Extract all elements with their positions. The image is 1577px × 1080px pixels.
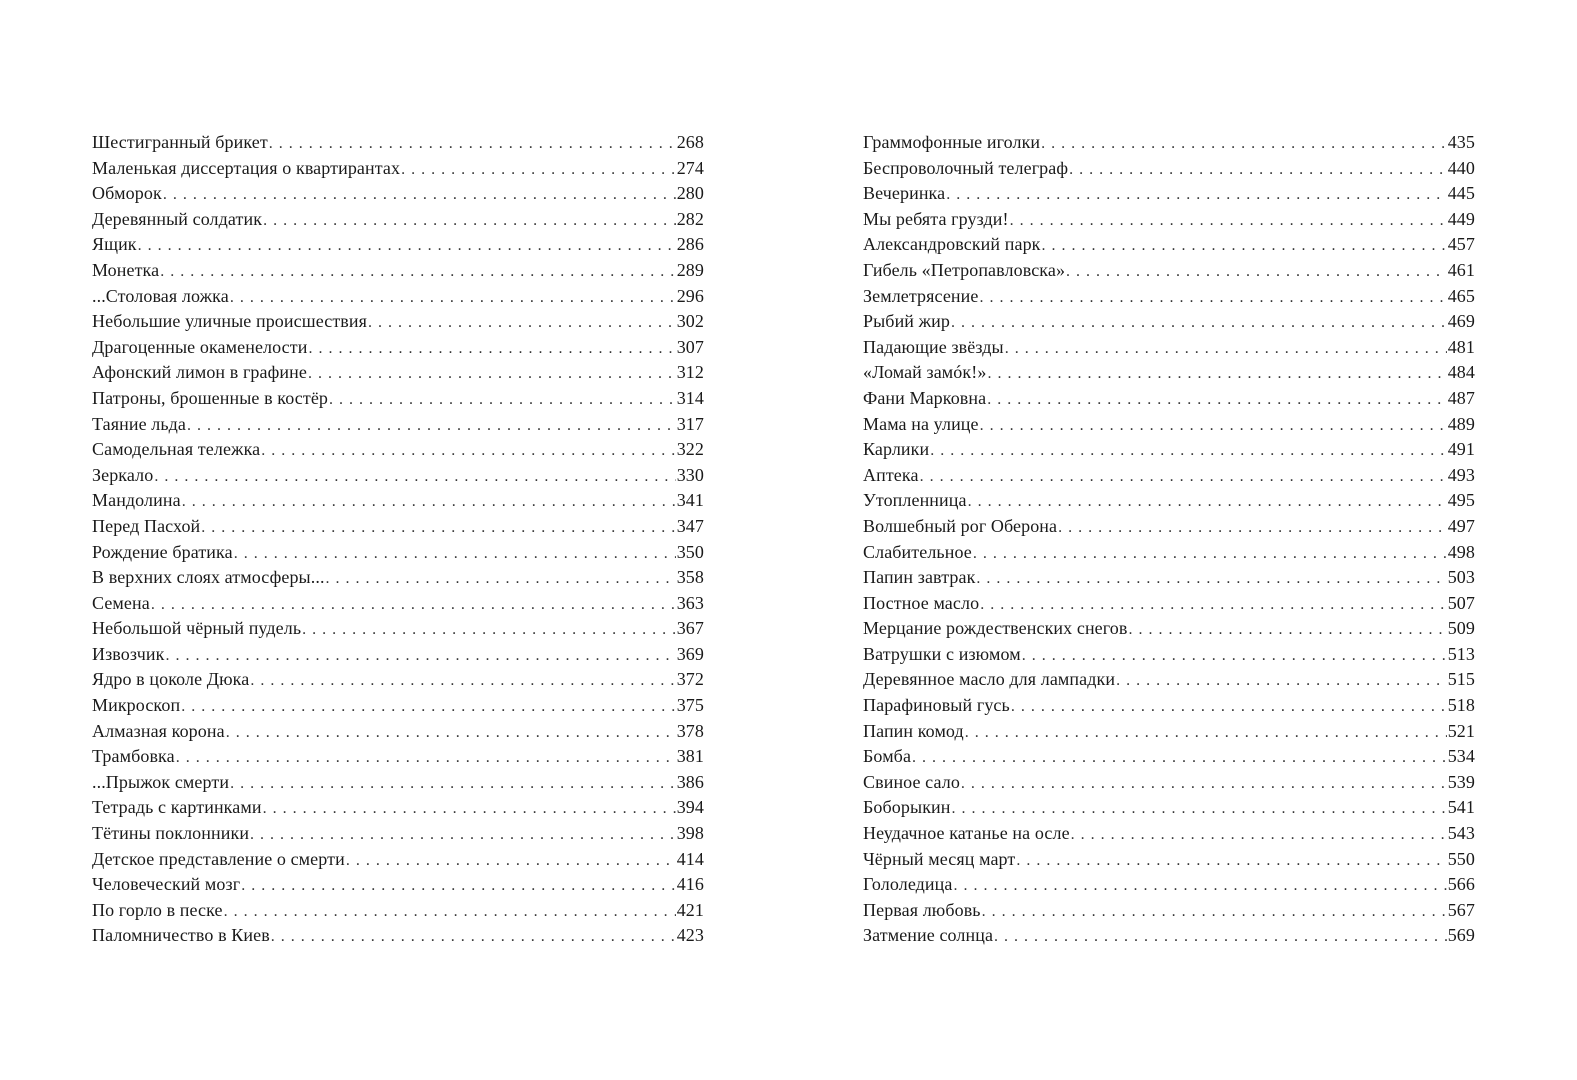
toc-entry-page: 289 [676,259,704,280]
toc-entry-title: Чёрный месяц март [863,848,1016,869]
toc-entry-page: 358 [676,567,704,588]
toc-entry-page: 515 [1447,669,1475,690]
toc-entry[interactable] [863,309,1475,335]
toc-entry-title: Утопленница [863,490,967,511]
toc-dot-leader [151,592,676,618]
toc-entry[interactable] [92,514,704,540]
toc-entry[interactable] [863,540,1475,566]
toc-entry-page: 322 [676,439,704,460]
toc-dot-leader [176,745,676,771]
toc-dot-leader [980,592,1447,618]
toc-entry[interactable] [863,616,1475,642]
toc-entry[interactable] [92,923,704,949]
toc-entry-title: Афонский лимон в графине [92,362,307,383]
toc-entry-page: 347 [676,515,704,536]
toc-dot-leader [160,259,675,285]
toc-entry-title: ...Столовая ложка [92,285,229,306]
toc-entry-page: 498 [1447,541,1475,562]
toc-entry-title: Падающие звёзды [863,336,1004,357]
toc-dot-leader [263,208,676,234]
toc-dot-leader [1071,822,1447,848]
toc-dot-leader [968,489,1447,515]
toc-entry[interactable] [92,744,704,770]
toc-dot-leader [961,771,1447,797]
toc-entry[interactable] [863,923,1475,949]
toc-entry[interactable] [863,667,1475,693]
toc-dot-leader [302,617,676,643]
toc-entry-page: 378 [676,720,704,741]
toc-entry[interactable] [92,591,704,617]
toc-entry-title: Волшебный рог Оберона [863,515,1058,536]
toc-entry-title: Перед Пасхой [92,515,201,536]
toc-entry-page: 465 [1447,285,1475,306]
toc-entry-page: 569 [1447,925,1475,946]
toc-entry[interactable] [92,258,704,284]
toc-entry-page: 369 [676,643,704,664]
toc-entry-page: 534 [1447,746,1475,767]
toc-entry-title: Неудачное катанье на осле [863,823,1070,844]
toc-entry-page: 375 [676,695,704,716]
toc-entry[interactable] [863,463,1475,489]
toc-entry-page: 386 [676,771,704,792]
toc-dot-leader [241,873,676,899]
toc-entry-title: Первая любовь [863,899,981,920]
toc-entry-page: 550 [1447,848,1475,869]
toc-entry-page: 394 [676,797,704,818]
toc-entry-page: 416 [676,874,704,895]
toc-entry-title: Вечеринка [863,183,946,204]
toc-entry-page: 541 [1447,797,1475,818]
toc-entry[interactable] [92,232,704,258]
toc-entry-page: 445 [1447,183,1475,204]
toc-entry-page: 489 [1447,413,1475,434]
toc-entry-page: 487 [1447,387,1475,408]
toc-entry[interactable] [863,437,1475,463]
toc-entry[interactable] [92,795,704,821]
toc-entry-page: 435 [1447,132,1475,152]
toc-entry-title: Деревянный солдатик [92,208,263,229]
toc-entry[interactable] [863,412,1475,438]
toc-dot-leader [912,745,1447,771]
toc-dot-leader [368,310,676,336]
toc-entry[interactable] [863,232,1475,258]
toc-entry-title: Монетка [92,259,160,280]
toc-dot-leader [1116,668,1447,694]
toc-entry-title: Трамбовка [92,746,175,767]
toc-entry-title: Самодельная тележка [92,439,261,460]
toc-dot-leader [261,438,675,464]
toc-right-column [863,130,1475,949]
toc-dot-leader [946,182,1446,208]
toc-entry[interactable] [92,284,704,310]
toc-entry-page: 495 [1447,490,1475,511]
toc-dot-leader [973,541,1447,567]
toc-dot-leader [230,771,676,797]
toc-dot-leader [269,131,676,157]
toc-entry[interactable] [92,309,704,335]
toc-entry-title: Алмазная корона [92,720,225,741]
toc-dot-leader [329,387,676,413]
toc-dot-leader [165,643,675,669]
toc-entry-page: 341 [676,490,704,511]
toc-entry[interactable] [863,284,1475,310]
toc-dot-leader [138,233,676,259]
toc-entry[interactable] [863,821,1475,847]
toc-entry[interactable] [863,207,1475,233]
toc-entry[interactable] [863,386,1475,412]
toc-dot-leader [201,515,675,541]
toc-entry[interactable] [863,693,1475,719]
toc-entry-title: Мандолина [92,490,181,511]
toc-entry[interactable] [92,821,704,847]
toc-entry[interactable] [863,795,1475,821]
toc-entry-title: Боборыкин [863,797,951,818]
toc-entry-page: 481 [1447,336,1475,357]
toc-entry-title: Землетрясение [863,285,979,306]
toc-entry-title: Ватрушки с изюмом [863,643,1021,664]
toc-entry-title: Постное масло [863,592,980,613]
toc-entry[interactable] [863,156,1475,182]
toc-entry-title: Александровский парк [863,234,1041,255]
toc-entry-title: Папин комод [863,720,964,741]
toc-entry-title: Карлики [863,439,930,460]
toc-entry-page: 469 [1447,311,1475,332]
toc-entry-title: Тётины поклонники [92,823,250,844]
toc-entry-title: Мама на улице [863,413,979,434]
toc-entry-title: Патроны, брошенные в костёр [92,387,329,408]
toc-entry-page: 484 [1447,362,1475,383]
toc-dot-leader [401,157,676,183]
toc-dot-leader [1022,643,1447,669]
toc-entry[interactable] [863,872,1475,898]
toc-entry-title: Мерцание рождественских снегов [863,618,1128,639]
toc-entry-page: 421 [676,899,704,920]
toc-dot-leader [250,822,676,848]
toc-entry-page: 539 [1447,771,1475,792]
toc-entry[interactable] [92,770,704,796]
toc-entry[interactable] [92,335,704,361]
toc-entry-title: Беспроволочный телеграф [863,157,1069,178]
toc-entry-page: 296 [676,285,704,306]
toc-dot-leader [1129,617,1447,643]
toc-dot-leader [226,720,676,746]
toc-entry[interactable] [92,667,704,693]
toc-entry[interactable] [92,412,704,438]
toc-entry-title: Семена [92,592,150,613]
toc-dot-leader [951,310,1447,336]
toc-entry[interactable] [863,719,1475,745]
toc-entry-page: 543 [1447,823,1475,844]
toc-entry-title: По горло в песке [92,899,223,920]
toc-dot-leader [1011,694,1447,720]
toc-dot-leader [994,924,1447,950]
toc-entry-title: Граммофонные иголки [863,132,1041,152]
toc-entry-title: Аптека [863,464,919,485]
toc-entry[interactable] [92,565,704,591]
toc-entry-title: Небольшой чёрный пудель [92,618,302,639]
toc-entry[interactable] [92,437,704,463]
toc-entry[interactable] [92,130,704,156]
toc-entry-page: 330 [676,464,704,485]
toc-entry[interactable] [92,156,704,182]
toc-entry[interactable] [863,335,1475,361]
toc-entry[interactable] [863,130,1475,156]
toc-entry[interactable] [863,770,1475,796]
toc-entry[interactable] [92,207,704,233]
toc-entry-page: 491 [1447,439,1475,460]
toc-entry-title: Микроскоп [92,695,181,716]
toc-entry-title: Затмение солнца [863,925,994,946]
toc-dot-leader [154,464,675,490]
toc-entry[interactable] [92,540,704,566]
toc-entry-page: 317 [676,413,704,434]
toc-entry-title: Извозчик [92,643,165,664]
toc-entry-page: 518 [1447,695,1475,716]
toc-entry-page: 286 [676,234,704,255]
toc-dot-leader [953,873,1446,899]
toc-entry-page: 414 [676,848,704,869]
toc-entry-title: Бомба [863,746,912,767]
toc-entry[interactable] [92,616,704,642]
toc-entry[interactable] [92,181,704,207]
toc-dot-leader [930,438,1446,464]
toc-entry[interactable] [92,872,704,898]
toc-dot-leader [308,361,676,387]
toc-dot-leader [308,336,675,362]
toc-entry[interactable] [92,360,704,386]
toc-dot-leader [1042,233,1447,259]
toc-entry-title: Детское представление о смерти [92,848,345,869]
toc-entry-page: 398 [676,823,704,844]
toc-entry-page: 268 [676,132,704,152]
toc-left-column [92,130,704,949]
toc-entry[interactable] [92,719,704,745]
toc-dot-leader [920,464,1447,490]
toc-entry-page: 521 [1447,720,1475,741]
toc-dot-leader [965,720,1447,746]
toc-entry[interactable] [92,642,704,668]
toc-entry-page: 302 [676,311,704,332]
toc-dot-leader [224,899,676,925]
toc-entry-page: 314 [676,387,704,408]
toc-entry-title: Фани Марковна [863,387,987,408]
toc-entry[interactable] [863,642,1475,668]
toc-entry-page: 280 [676,183,704,204]
toc-entry-title: ...Прыжок смерти [92,771,230,792]
toc-entry-page: 440 [1447,157,1475,178]
toc-entry[interactable] [92,847,704,873]
toc-entry[interactable] [92,693,704,719]
toc-entry[interactable] [92,386,704,412]
toc-dot-leader [181,694,676,720]
toc-entry-title: Деревянное масло для лампадки [863,669,1116,690]
toc-dot-leader [250,668,675,694]
toc-entry-title: «Ломай замóк!» [863,362,987,383]
toc-dot-leader [1016,848,1446,874]
toc-entry-title: Человеческий мозг [92,874,241,895]
toc-entry[interactable] [92,488,704,514]
toc-entry-page: 509 [1447,618,1475,639]
toc-entry-title: Рыбий жир [863,311,950,332]
toc-dot-leader [263,796,676,822]
toc-entry-page: 350 [676,541,704,562]
toc-entry-title: Свиное сало [863,771,960,792]
toc-dot-leader [982,899,1447,925]
toc-dot-leader [976,566,1446,592]
toc-entry-title: Драгоценные окаменелости [92,336,308,357]
toc-entry[interactable] [863,898,1475,924]
toc-entry-title: Зеркало [92,464,154,485]
toc-entry-page: 372 [676,669,704,690]
toc-entry-title: Парафиновый гусь [863,695,1010,716]
toc-entry[interactable] [863,744,1475,770]
toc-entry-title: Папин завтрак [863,567,976,588]
toc-entry[interactable] [863,514,1475,540]
toc-dot-leader [187,413,676,439]
toc-dot-leader [182,489,676,515]
toc-entry-page: 307 [676,336,704,357]
toc-dot-leader [1058,515,1447,541]
toc-entry-title: Ящик [92,234,137,255]
toc-entry-page: 381 [676,746,704,767]
toc-entry[interactable] [92,898,704,924]
toc-entry-title: Маленькая диссертация о квартирантах [92,157,401,178]
toc-dot-leader [230,285,676,311]
toc-entry-page: 566 [1447,874,1475,895]
toc-dot-leader [1066,259,1447,285]
toc-entry-title: Шестигранный брикет [92,132,268,152]
toc-dot-leader [271,924,676,950]
toc-entry-page: 274 [676,157,704,178]
toc-dot-leader [987,387,1446,413]
toc-entry[interactable] [92,463,704,489]
toc-entry-page: 497 [1447,515,1475,536]
toc-entry-page: 513 [1447,643,1475,664]
toc-entry-title: Ядро в цоколе Дюка [92,669,250,690]
toc-entry-page: 312 [676,362,704,383]
toc-entry-page: 363 [676,592,704,613]
toc-entry[interactable] [863,360,1475,386]
toc-entry-page: 457 [1447,234,1475,255]
toc-entry-title: Гололедица [863,874,953,895]
toc-dot-leader [1069,157,1447,183]
toc-entry-page: 282 [676,208,704,229]
toc-dot-leader [952,796,1447,822]
toc-entry-title: Таяние льда [92,413,187,434]
toc-entry-title: Паломничество в Киев [92,925,270,946]
toc-entry-title: Рождение братика [92,541,233,562]
toc-dot-leader [980,285,1447,311]
toc-dot-leader [234,541,676,567]
toc-entry-title: В верхних слоях атмосферы... [92,567,325,588]
toc-entry[interactable] [863,181,1475,207]
toc-entry-page: 503 [1447,567,1475,588]
toc-entry-page: 507 [1447,592,1475,613]
toc-entry-page: 461 [1447,259,1475,280]
toc-entry-title: Небольшие уличные происшествия [92,311,367,332]
toc-entry-page: 493 [1447,464,1475,485]
toc-entry[interactable] [863,591,1475,617]
toc-dot-leader [163,182,676,208]
toc-entry-page: 449 [1447,208,1475,229]
toc-dot-leader [346,848,676,874]
toc-entry-title: Гибель «Петропавловска» [863,259,1066,280]
toc-dot-leader [1010,208,1447,234]
toc-entry-title: Мы ребята грузди! [863,208,1009,229]
toc-dot-leader [326,566,676,592]
toc-entry[interactable] [863,565,1475,591]
toc-dot-leader [1041,131,1447,157]
toc-entry[interactable] [863,488,1475,514]
toc-dot-leader [980,413,1447,439]
toc-entry-page: 423 [676,925,704,946]
toc-entry-title: Слабительное [863,541,972,562]
toc-entry[interactable] [863,847,1475,873]
toc-dot-leader [1005,336,1447,362]
toc-dot-leader [987,361,1446,387]
toc-entry-page: 367 [676,618,704,639]
toc-entry[interactable] [863,258,1475,284]
toc-entry-page: 567 [1447,899,1475,920]
toc-entry-title: Тетрадь с картинками [92,797,262,818]
toc-entry-title: Обморок [92,183,162,204]
